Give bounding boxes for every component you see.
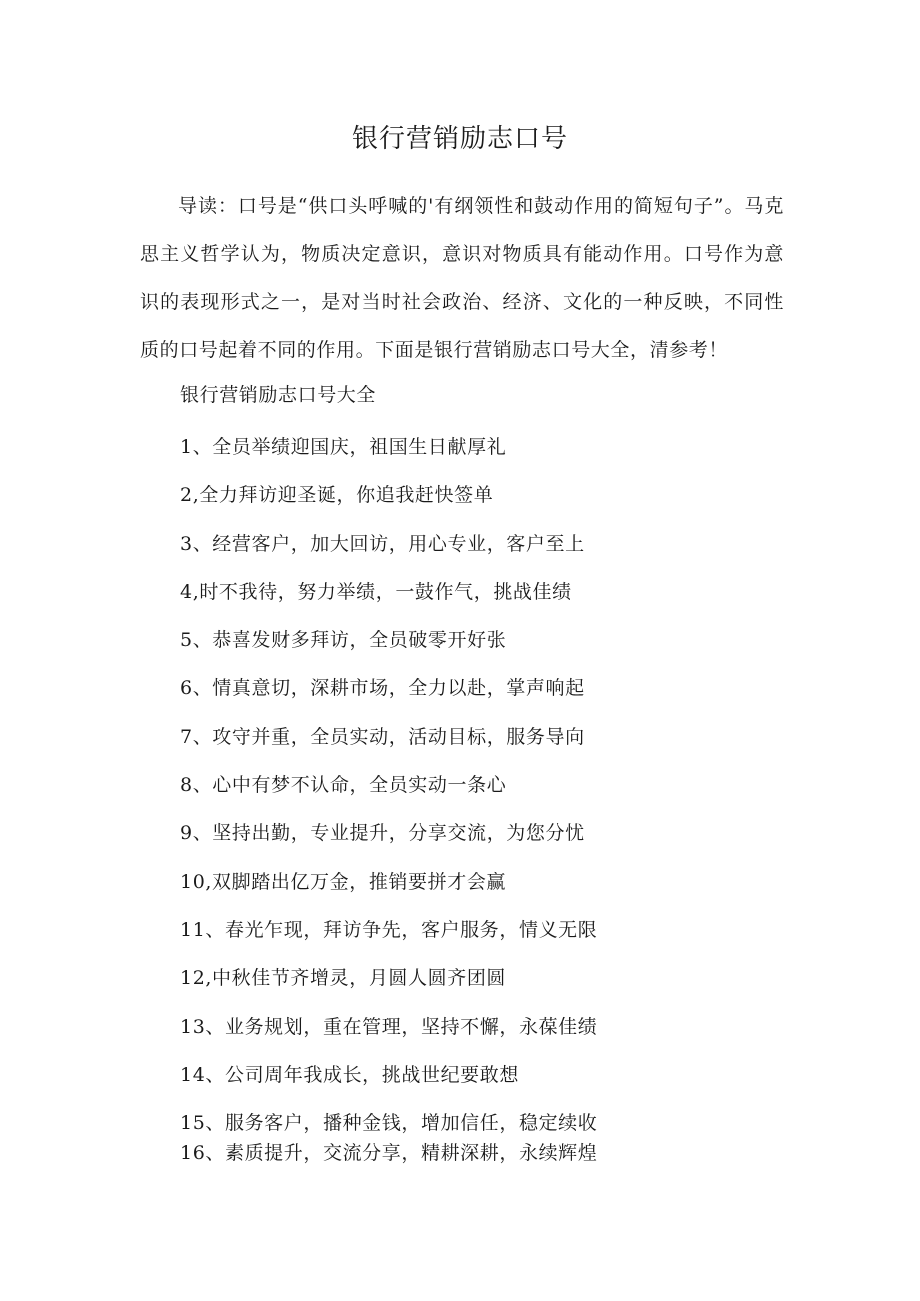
list-item: 12,中秋佳节齐增灵，月圆人圆齐团圆 [180, 967, 507, 990]
list-item: 6、情真意切，深耕市场，全力以赴，掌声响起 [180, 677, 585, 700]
list-item: 4,时不我待，努力举绩，一鼓作气，挑战佳绩 [180, 580, 572, 603]
document-title: 银行营销励志口号 [351, 124, 568, 154]
list-item: 9、坚持出勤，专业提升，分享交流，为您分忧 [180, 822, 585, 845]
list-item: 11、春光乍现，拜访争先，客户服务，情义无限 [180, 918, 598, 941]
section-heading: 银行营销励志口号大全 [180, 384, 377, 406]
slogan-list [180, 428, 597, 1172]
list-item: 10,双脚踏出亿万金，推销要拼才会赢 [180, 870, 507, 893]
list-item: 3、经营客户，加大回访，用心专业，客户至上 [180, 532, 585, 555]
list-item: 8、心中有梦不认命，全员实动一条心 [180, 774, 507, 797]
list-item: 1、全员举绩迎国庆，祖国生日献厚礼 [180, 436, 507, 458]
list-item: 7、攻守并重，全员实动，活动目标，服务导向 [180, 725, 585, 748]
list-item: 2,全力拜访迎圣诞，你追我赶快签单 [180, 484, 494, 507]
list-item: 5、恭喜发财多拜访，全员破零开好张 [180, 629, 507, 652]
intro-paragraph: 导读：口号是“供口头呼喊的'有纲领性和鼓动作用的简短句子”。马克思主义哲学认为，物质决定意识，意识对物质具有能动作用。口号作为意识的表现形式之一，是对当时社会政治、经济、文化的一种反映，不同性质的口号起着不同的作用。下面是银行营销励志口号大全，清参考！ [140, 195, 784, 361]
list-item: 13、业务规划，重在管理，坚持不懈，永葆佳绩 [180, 1015, 598, 1038]
list-item: 16、素质提升，交流分享，精耕深耕，永续辉煌 [180, 1142, 598, 1165]
list-item: 15、服务客户，播种金钱，增加信任，稳定续收 [180, 1112, 598, 1135]
list-item: 14、公司周年我成长，挑战世纪要敢想 [180, 1063, 519, 1086]
